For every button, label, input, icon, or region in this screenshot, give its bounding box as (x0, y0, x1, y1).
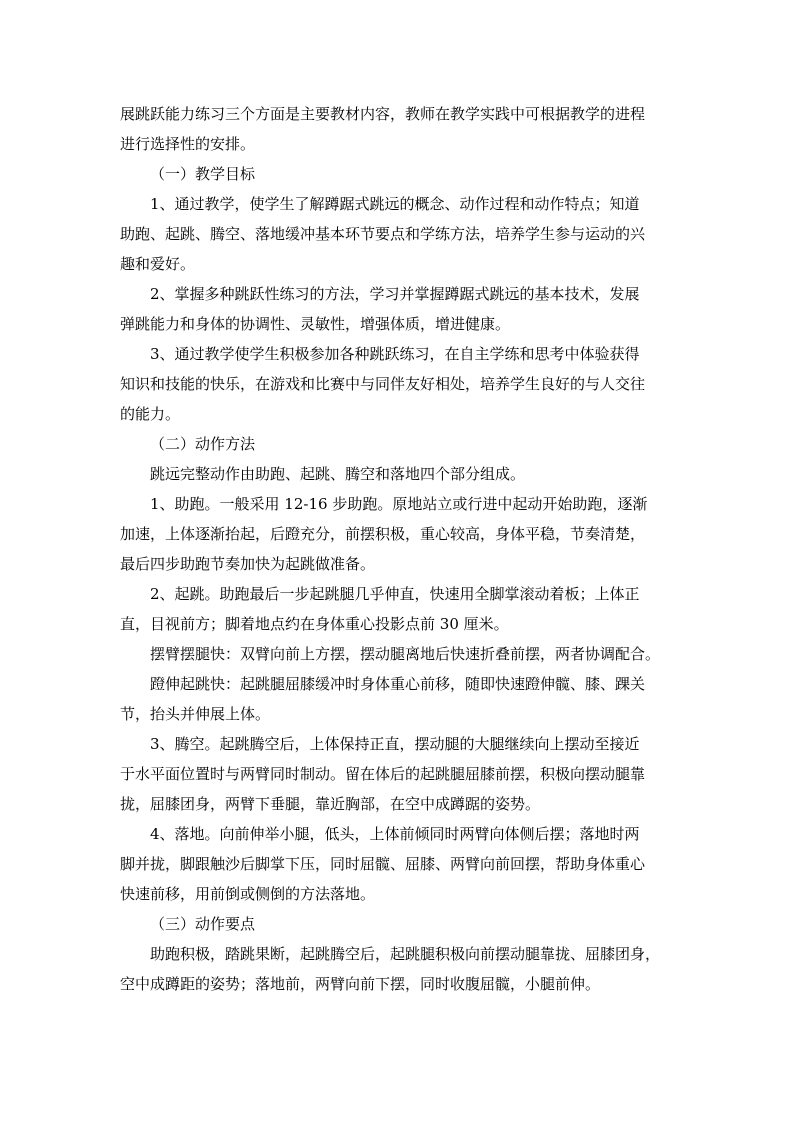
text-line: 脚并拢，脚跟触沙后脚掌下压，同时屈髋、屈膝、两臂向前回摆，帮助身体重心 (120, 855, 646, 873)
text-line: 蹬伸起跳快：起跳腿屈膝缓冲时身体重心前移，随即快速蹬伸髋、膝、踝关 (150, 675, 646, 693)
text-line: 2、掌握多种跳跃性练习的方法，学习并掌握蹲踞式跳远的基本技术，发展 (150, 285, 640, 303)
text-line: （一）教学目标 (150, 165, 256, 183)
text-line: 2、起跳。助跑最后一步起跳腿几乎伸直，快速用全脚掌滚动着板；上体正 (150, 585, 640, 603)
document-body (120, 99, 676, 999)
text-line: 展跳跃能力练习三个方面是主要教材内容，教师在教学实践中可根据教学的进程 (120, 105, 646, 123)
text-line: 趣和爱好。 (120, 255, 196, 273)
text-line: 4、落地。向前伸举小腿，低头，上体前倾同时两臂向体侧后摆；落地时两 (150, 825, 640, 843)
text-line: 直，目视前方；脚着地点约在身体重心投影点前 30 厘米。 (120, 615, 509, 633)
text-line: 助跑积极，踏跳果断，起跳腾空后，起跳腿积极向前摆动腿靠拢、屈膝团身， (150, 945, 661, 963)
text-line: 于水平面位置时与两臂同时制动。留在体后的起跳腿屈膝前摆，积极向摆动腿靠 (120, 765, 646, 783)
text-line: 1、助跑。一般采用 12-16 步助跑。原地站立或行进中起动开始助跑，逐渐 (150, 495, 648, 513)
text-line: 快速前移，用前倒或侧倒的方法落地。 (120, 885, 376, 903)
text-line: 节，抬头并伸展上体。 (120, 705, 271, 723)
text-line: （三）动作要点 (150, 915, 256, 933)
text-line: （二）动作方法 (150, 435, 256, 453)
text-line: 最后四步助跑节奏加快为起跳做准备。 (120, 555, 376, 573)
text-line: 加速，上体逐渐抬起，后蹬充分，前摆积极，重心较高，身体平稳，节奏清楚， (120, 525, 646, 543)
text-line: 助跑、起跳、腾空、落地缓冲基本环节要点和学练方法，培养学生参与运动的兴 (120, 225, 646, 243)
text-line: 3、腾空。起跳腾空后，上体保持正直，摆动腿的大腿继续向上摆动至接近 (150, 735, 640, 753)
text-line: 进行选择性的安排。 (120, 135, 256, 153)
text-line: 拢，屈膝团身，两臂下垂腿，靠近胸部，在空中成蹲踞的姿势。 (120, 795, 541, 813)
text-line: 3、通过教学使学生积极参加各种跳跃练习，在自主学练和思考中体验获得 (150, 345, 640, 363)
text-line: 1、通过教学，使学生了解蹲踞式跳远的概念、动作过程和动作特点；知道 (150, 195, 640, 213)
text-line: 弹跳能力和身体的协调性、灵敏性，增强体质，增进健康。 (120, 315, 511, 333)
text-line: 空中成蹲距的姿势；落地前，两臂向前下摆，同时收腹屈髋，小腿前伸。 (120, 975, 601, 993)
text-line: 的能力。 (120, 405, 181, 423)
text-line: 知识和技能的快乐，在游戏和比赛中与同伴友好相处，培养学生良好的与人交往 (120, 375, 646, 393)
text-line: 摆臂摆腿快：双臂向前上方摆，摆动腿离地后快速折叠前摆，两者协调配合。 (150, 645, 661, 663)
text-line: 跳远完整动作由助跑、起跳、腾空和落地四个部分组成。 (150, 465, 526, 483)
